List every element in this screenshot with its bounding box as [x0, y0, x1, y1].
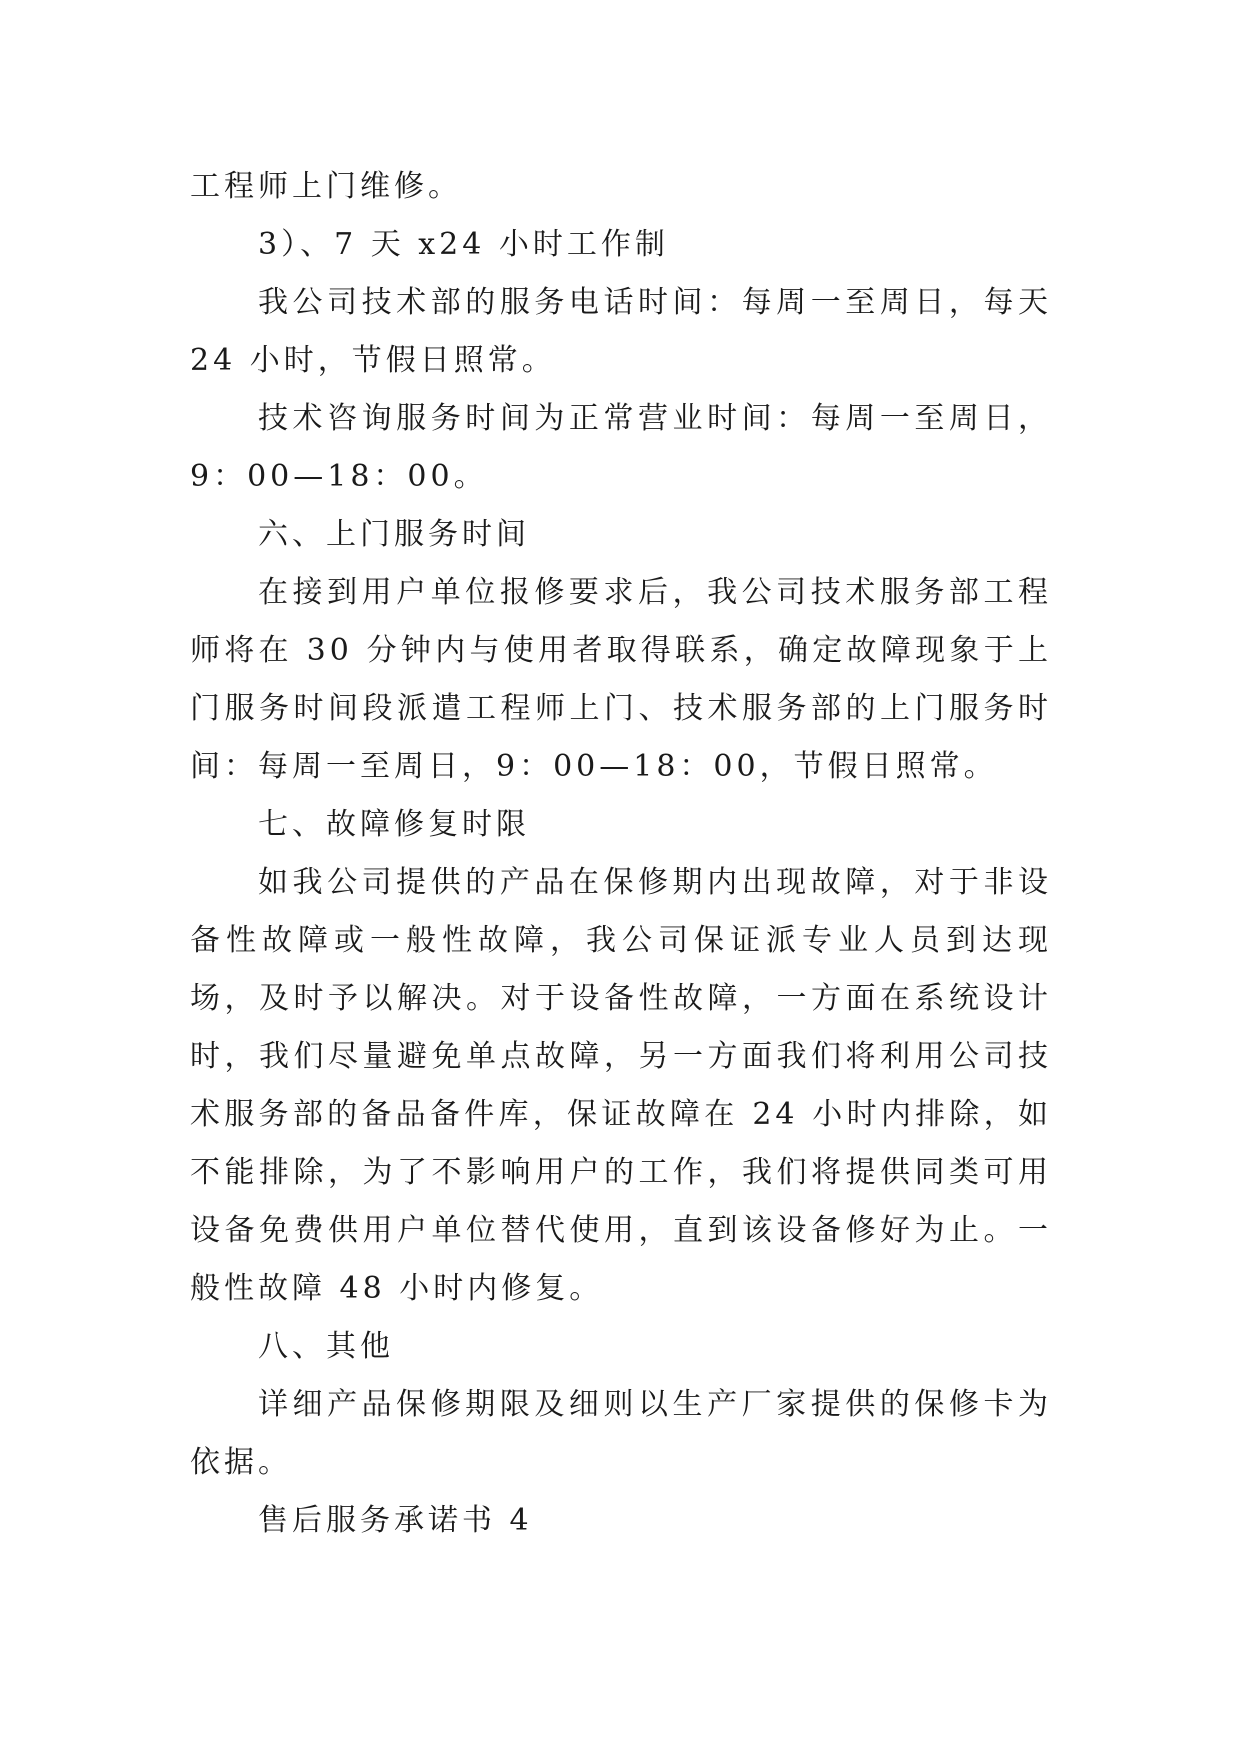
paragraph-repair-limit: 如我公司提供的产品在保修期内出现故障，对于非设备性故障或一般性故障，我公司保证派专业人员到达现场，及时予以解决。对于设备性故障，一方面在系统设计时，我们尽量避免单点故障，另一方面我们将利用公司技术服务部的备品备件库，保证故障在 24 小时内排除，如不能排除，为了不影响用户的工作，我们将提供同类可用设备免费供用户单位替代使用，直到该设备修好为止。一般性故障 48 小时内修复。: [190, 865, 1052, 1306]
paragraph-service-phone-hours: 我公司技术部的服务电话时间：每周一至周日，每天 24 小时，节假日照常。: [190, 285, 1052, 378]
section-heading-repair-limit: 七、故障修复时限: [258, 807, 530, 842]
document-body: [190, 158, 1052, 1550]
paragraph-work-schedule: 3）、7 天 x24 小时工作制: [258, 227, 669, 262]
next-section-title: 售后服务承诺书 4: [258, 1503, 533, 1538]
paragraph-continuation: 工程师上门维修。: [190, 169, 462, 204]
section-heading-onsite-service: 六、上门服务时间: [258, 517, 530, 552]
paragraph-onsite-service: 在接到用户单位报修要求后，我公司技术服务部工程师将在 30 分钟内与使用者取得联系，确定故障现象于上门服务时间段派遣工程师上门、技术服务部的上门服务时间：每周一至周日，9：00—18：00，节假日照常。: [190, 575, 1052, 784]
paragraph-other: 详细产品保修期限及细则以生产厂家提供的保修卡为依据。: [190, 1387, 1052, 1480]
section-heading-other: 八、其他: [258, 1329, 394, 1364]
paragraph-consulting-hours: 技术咨询服务时间为正常营业时间：每周一至周日，9：00—18：00。: [190, 401, 1052, 494]
